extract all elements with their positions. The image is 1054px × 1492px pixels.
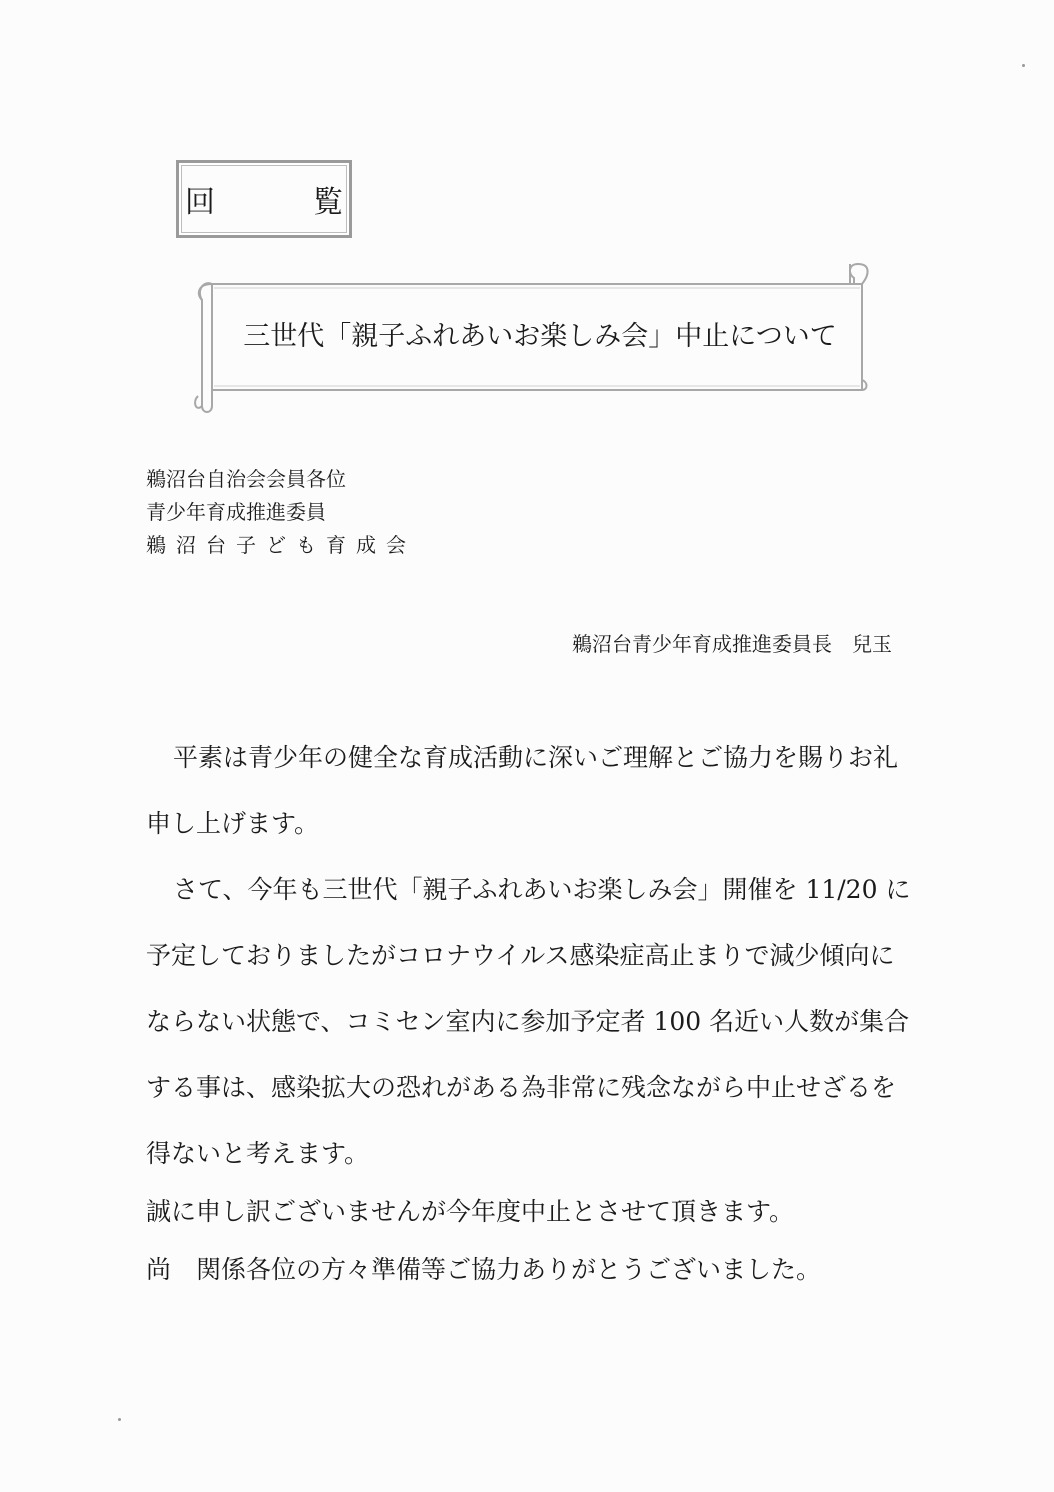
addressee-item: 鵜沼台自治会会員各位	[146, 467, 346, 491]
body-line: さて、今年も三世代「親子ふれあいお楽しみ会」開催を 11/20 に	[173, 875, 911, 904]
body-line: 平素は青少年の健全な育成活動に深いご理解とご協力を賜りお礼	[173, 743, 899, 772]
addressee-item: 青少年育成推進委員	[146, 500, 326, 524]
circulation-label: 回 覧	[185, 185, 377, 220]
addressee-list	[146, 463, 416, 562]
body-line: 予定しておりましたがコロナウイルス感染症高止まりで減少傾向に	[146, 941, 895, 970]
sender-name: 鵜沼台青少年育成推進委員長 兒玉	[572, 632, 892, 656]
body-line: ならない状態で、コミセン室内に参加予定者 100 名近い人数が集合	[146, 1007, 910, 1036]
body-line: 申し上げます。	[146, 809, 320, 838]
document-title: 三世代「親子ふれあいお楽しみ会」中止について	[243, 321, 837, 352]
body-line: 誠に申し訳ございませんが今年度中止とさせて頂きます。	[146, 1197, 795, 1226]
circulation-box	[176, 160, 377, 238]
body-line: 尚 関係各位の方々準備等ご協力ありがとうございました。	[146, 1255, 822, 1284]
body-line: する事は、感染拡大の恐れがある為非常に残念ながら中止せざるを	[146, 1073, 897, 1102]
scan-speck	[118, 1418, 121, 1421]
body-line: 得ないと考えます。	[146, 1139, 370, 1168]
title-scroll-banner	[190, 256, 874, 416]
scan-speck	[1022, 64, 1025, 67]
addressee-item: 鵜沼台子ども育成会	[146, 533, 416, 557]
body-text	[146, 735, 936, 1313]
